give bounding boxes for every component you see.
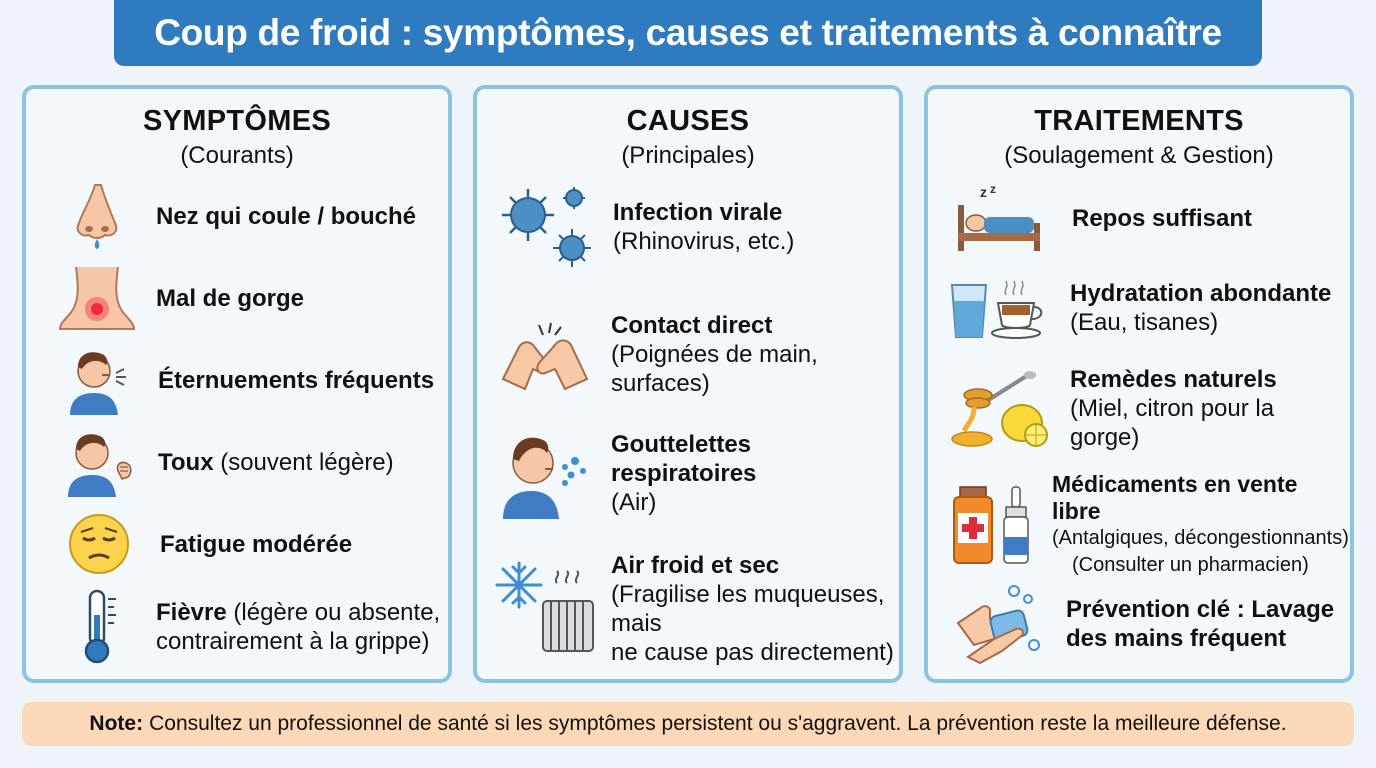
symptom-item	[58, 265, 304, 331]
sore-throat-icon	[58, 265, 136, 331]
nose-icon	[62, 181, 132, 251]
treatment-text: Médicaments en vente libre (Antalgiques, décongestionnants) (Consulter un pharmacien)	[1052, 471, 1349, 576]
title-banner	[114, 0, 1262, 66]
symptoms-heading: SYMPTÔMES	[143, 105, 331, 137]
note-label: Note:	[89, 712, 144, 735]
treatments-panel	[924, 85, 1354, 683]
treatment-item	[950, 471, 1350, 579]
note-banner	[22, 702, 1354, 746]
symptom-item	[64, 427, 394, 497]
snowflake-radiator-icon	[493, 559, 597, 659]
treatment-text: Prévention clé : Lavage des mains fréquent	[1066, 596, 1335, 652]
treatment-text: Remèdes naturels (Miel, citron pour la gorge)	[1070, 366, 1277, 451]
cause-item	[499, 427, 899, 519]
treatment-text: Repos suffisant	[1072, 204, 1253, 232]
treatments-heading: TRAITEMENTS	[1034, 105, 1244, 137]
symptom-text: Toux (souvent légère)	[158, 448, 394, 476]
bed-rest-icon	[954, 183, 1042, 253]
sneezing-person-icon	[64, 345, 136, 415]
symptom-text: Fatigue modérée	[160, 530, 353, 558]
honey-lemon-icon	[950, 369, 1048, 449]
cause-text: Air froid et sec (Fragilise les muqueuses, mais ne cause pas directement)	[611, 552, 894, 666]
treatment-item	[950, 365, 1350, 452]
symptoms-subheading: (Courants)	[180, 142, 294, 169]
causes-header	[477, 105, 899, 170]
causes-subheading: (Principales)	[621, 142, 755, 169]
coughing-person-icon	[64, 427, 136, 497]
treatment-item	[954, 183, 1252, 253]
tired-face-icon	[66, 511, 132, 577]
cause-item	[499, 311, 899, 398]
causes-heading: CAUSES	[626, 105, 750, 137]
causes-panel	[473, 85, 903, 683]
svg-text:z: z	[980, 184, 987, 200]
medicine-icon	[950, 483, 1036, 567]
virus-icon	[497, 185, 593, 269]
symptoms-panel	[22, 85, 452, 683]
water-tea-icon	[948, 275, 1048, 341]
symptom-item	[62, 181, 416, 251]
symptoms-header	[26, 105, 448, 170]
symptom-text: Mal de gorge	[156, 284, 305, 312]
treatments-subheading: (Soulagement & Gestion)	[1004, 142, 1274, 169]
page-title: Coup de froid : symptômes, causes et traitements à connaître	[154, 12, 1222, 53]
handwashing-icon	[954, 583, 1044, 665]
treatment-item	[954, 583, 1334, 665]
symptom-text: Fièvre (légère ou absente, contrairement à la grippe)	[156, 599, 441, 655]
cause-item	[493, 551, 899, 667]
note-text: Consultez un professionnel de santé si les symptômes persistent ou s'aggravent. La prévention reste la meilleure défense.	[149, 712, 1287, 735]
handshake-icon	[499, 317, 591, 393]
cause-item	[497, 185, 794, 269]
treatment-item	[948, 275, 1331, 341]
symptom-text: Éternuements fréquents	[158, 366, 435, 394]
symptom-text: Nez qui coule / bouché	[156, 202, 417, 230]
cause-text: Gouttelettes respiratoires (Air)	[611, 430, 757, 516]
cause-text: Contact direct (Poignées de main, surfaces)	[611, 312, 818, 397]
symptom-item	[72, 589, 440, 665]
cause-text: Infection virale (Rhinovirus, etc.)	[613, 199, 795, 255]
treatment-text: Hydratation abondante (Eau, tisanes)	[1070, 280, 1332, 336]
symptom-item	[64, 345, 434, 415]
treatments-header	[928, 105, 1350, 170]
droplets-person-icon	[499, 427, 593, 519]
svg-text:z: z	[990, 183, 996, 196]
thermometer-icon	[72, 589, 128, 665]
symptom-item	[66, 511, 352, 577]
